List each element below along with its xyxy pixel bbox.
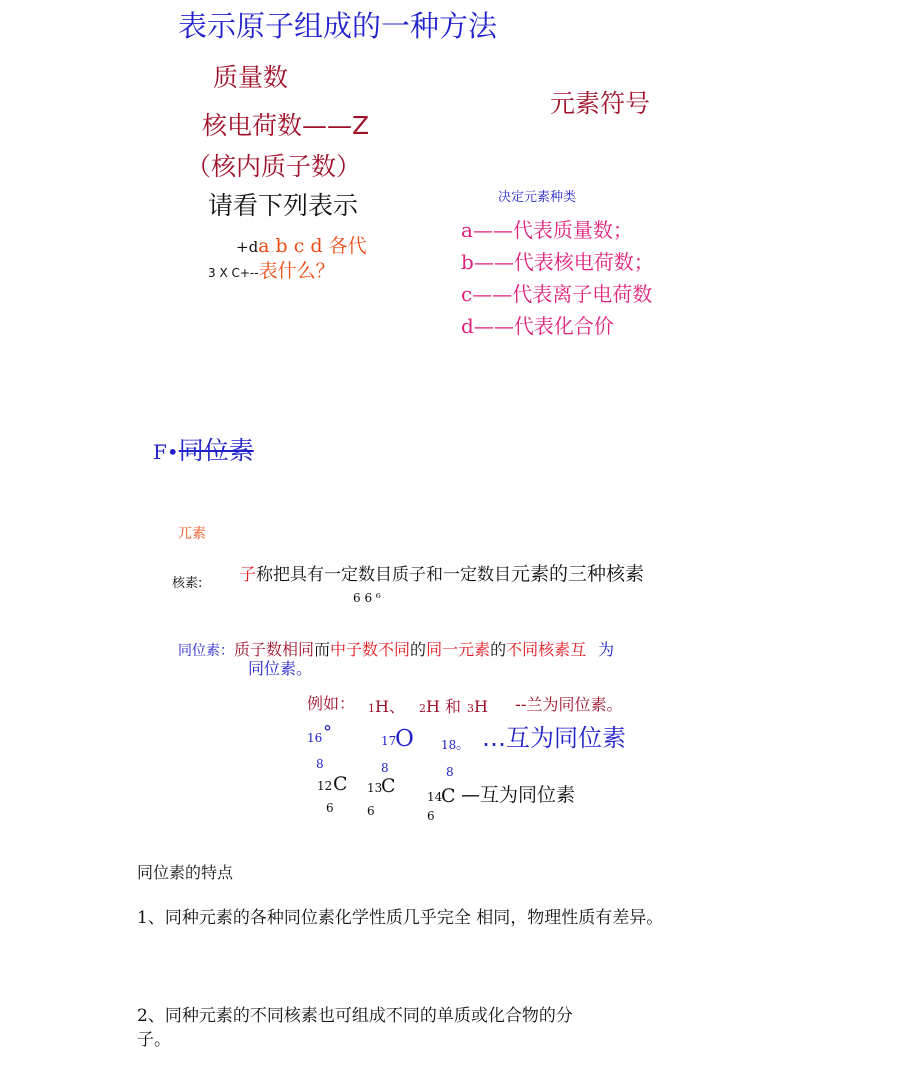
isotope-part-2: 而: [314, 640, 331, 659]
isotope-part-3: 中子数不同: [330, 640, 411, 659]
isotope-line-2: 同位素。: [248, 659, 313, 678]
o17-mass: 17: [381, 734, 397, 748]
isotope-part-8: 为: [598, 640, 615, 659]
c12-atomic-number: 6: [326, 801, 334, 815]
legend-text-a: ——代表质量数；: [472, 218, 633, 242]
section-f-prefix: F•: [153, 440, 179, 464]
feature-item-2-line-1: 2、同种元素的不同核素也可组成不同的单质或化合物的分: [137, 1006, 573, 1026]
plus-d-text: +d: [236, 238, 259, 256]
isotope-part-1: 质子数相同: [234, 640, 315, 659]
isotope-part-6: 的: [490, 640, 507, 659]
hydrogen-isotopes: [368, 698, 488, 716]
element-word: 兀素: [178, 526, 206, 542]
c14-atomic-number: 6: [427, 809, 435, 823]
carbon-tail: —互为同位素: [461, 784, 576, 806]
three-x-text: 3 X C+--: [208, 266, 259, 280]
legend-item-c: [461, 283, 652, 306]
o18-dot: 。: [456, 737, 470, 753]
features-title: 同位素的特点: [137, 863, 234, 882]
protons-in-nucleus-label: （核内质子数）: [186, 152, 362, 181]
h1-mass: 1: [368, 702, 375, 715]
isotope-part-7: 不同核素互: [506, 640, 587, 659]
mass-number-label: 质量数: [213, 63, 289, 92]
section-f-heading: [153, 437, 254, 466]
examples-label: 例如：: [307, 694, 356, 713]
c13-symbol: C: [381, 775, 396, 797]
abcd-text: a b c d 各代: [258, 235, 367, 257]
h1-symbol: H、: [375, 697, 405, 716]
o18-mass: 18: [441, 738, 457, 752]
c14-symbol: C: [441, 785, 456, 807]
legend-item-b: [461, 251, 654, 274]
nuclide-text-1: 称把具有一定数目质子和一定数目: [256, 565, 511, 585]
nuclide-text-2: 元素的三种核素: [511, 563, 645, 585]
section-f-title: 同位素: [178, 436, 254, 465]
c12-mass: 12: [317, 779, 333, 793]
isotope-part-4: 的: [410, 640, 427, 659]
small-sixes: 6 6 ⁶: [353, 591, 381, 605]
element-symbol-label: 元素符号: [550, 89, 651, 118]
oxygen-tail: …互为同位素: [482, 724, 626, 752]
legend-text-c: ——代表离子电荷数: [472, 282, 653, 306]
nuclide-zi: 子: [239, 565, 256, 585]
o17-symbol: O: [395, 726, 414, 752]
h3-symbol: H: [474, 697, 488, 716]
what-text: 表什么？: [258, 260, 335, 282]
feature-item-2-line-2: 子。: [137, 1030, 171, 1050]
legend-item-a: [461, 219, 633, 242]
legend-letter-c: c: [461, 282, 473, 306]
c12-symbol: C: [333, 773, 348, 795]
isotope-part-5: 同一元素: [426, 640, 491, 659]
decides-kind-label: 决定元素种类: [498, 190, 577, 205]
o16-atomic-number: 8: [316, 757, 324, 771]
h2-symbol: H 和: [425, 697, 462, 716]
o16-degree: °: [323, 722, 332, 743]
o17-atomic-number: 8: [381, 761, 389, 775]
h3-mass: 3: [467, 702, 475, 715]
isotope-label: 同位素：: [178, 643, 234, 659]
nuclear-charge-label: 核电荷数——Z: [202, 111, 370, 140]
please-see-label: 请看下列表示: [208, 191, 359, 220]
o18-atomic-number: 8: [446, 765, 454, 779]
h2-mass: 2: [418, 702, 426, 715]
nuclide-label: 核素:: [172, 576, 203, 591]
legend-text-b: ——代表核电荷数；: [473, 250, 654, 274]
legend-letter-a: a: [461, 218, 473, 242]
legend-text-d: ——代表化合价: [473, 314, 614, 338]
c14-mass: 14: [427, 790, 443, 804]
c13-atomic-number: 6: [367, 804, 375, 818]
legend-letter-d: d: [461, 314, 474, 338]
legend-letter-b: b: [461, 250, 474, 274]
feature-item-1: 1、同种元素的各种同位素化学性质几乎完全 相同，物理性质有差异。: [137, 908, 664, 928]
notation-line-2: [208, 261, 335, 283]
notation-line-1: [236, 236, 367, 258]
c13-mass: 13: [367, 781, 383, 795]
nuclide-definition: [239, 564, 644, 586]
o16-mass: 16: [307, 731, 323, 745]
hydrogen-tail: --兰为同位素。: [515, 695, 623, 714]
isotope-definition: [178, 641, 614, 659]
page-title: 表示原子组成的一种方法: [178, 9, 498, 43]
legend-item-d: [461, 315, 614, 338]
